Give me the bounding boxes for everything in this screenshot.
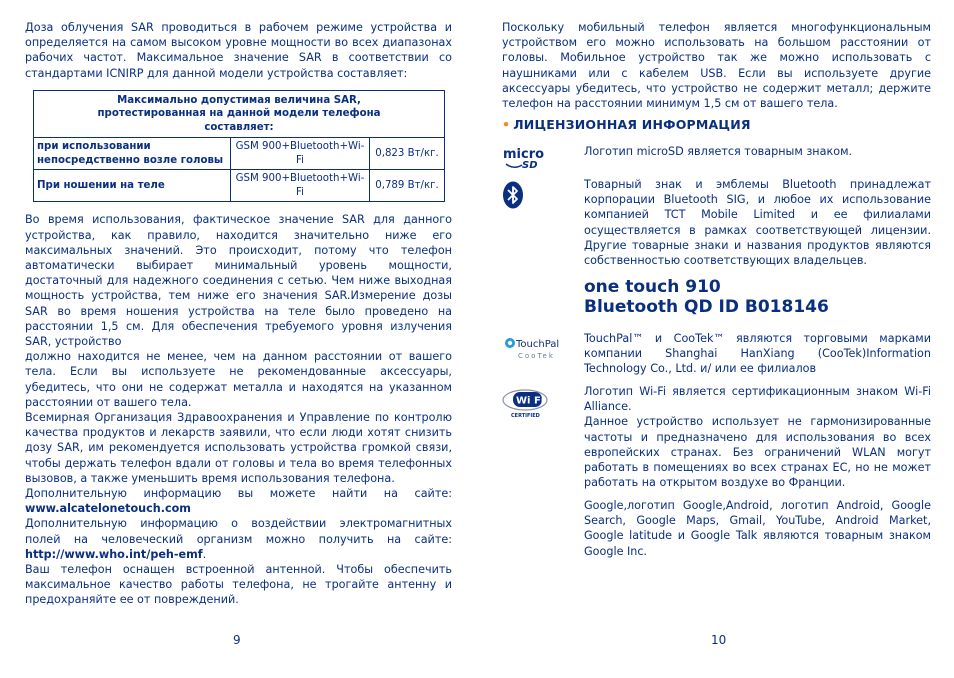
page-number-left: 9 — [233, 633, 241, 647]
microsd-logo-graphic — [502, 146, 544, 170]
microsd-text: Логотип microSD является товарным знаком. — [584, 145, 853, 158]
right-page — [477, 0, 954, 678]
emf-text: Дополнительную информацию о воздействии электромагнитных полей на человеческий организм можно получить на сайте: — [25, 517, 452, 546]
sar-row-label: При ношении на теле — [34, 170, 231, 202]
microsd-logo-icon — [502, 146, 544, 174]
sar-row-value: 0,789 Вт/кг. — [370, 170, 445, 202]
alcatel-link[interactable]: www.alcatelonetouch.com — [25, 502, 191, 516]
product-title — [584, 278, 829, 317]
touchpal-logo-icon — [504, 336, 572, 366]
touchpal-logo-sub: CooTek — [518, 352, 555, 360]
multifunction-paragraph: Поскольку мобильный телефон является многофункциональным устройством его можно использовать на большом расстоянии от головы. Мобильное устройство так же можно использовать с наушниками или с кабелем USB. Если вы используете другие аксессуары убедитесь, что устройство не содержит металл; держите телефон на расстоянии минимум 1,5 см от вашего тела. — [502, 21, 931, 111]
emf-end: . — [202, 547, 207, 561]
microsd-logo-line1: micro — [503, 147, 544, 162]
microsd-logo-line2: SD — [522, 160, 538, 170]
more-info-paragraph — [25, 486, 452, 516]
table-row — [34, 138, 445, 170]
sar-row-value: 0,823 Вт/кг. — [370, 138, 445, 170]
sar-usage-paragraph: Во время использования, фактическое значение SAR для данного устройства, как правило, находится значительно ниже его максимальных значений. Это происходит, потому что телефон автоматически выбирает минимальный уровень мощности, достаточный для надежного соединения с сетью. Чем ниже выходная мощность устройства, тем ниже его значения SAR.Измерение дозы SAR во время ношения устройства на теле было проведено на расстоянии 1,5 см. Для обеспечения требуемого уровня излучения SAR, устройство — [25, 213, 452, 348]
bluetooth-logo-icon — [502, 181, 524, 213]
emf-paragraph — [25, 516, 452, 562]
more-info-text: Дополнительную информацию вы можете найти на сайте: — [25, 486, 452, 500]
product-title-line2: Bluetooth QD ID B018146 — [584, 296, 829, 317]
touchpal-logo-graphic — [504, 336, 572, 362]
wifi-logo-graphic — [502, 389, 548, 419]
wifi-text — [584, 384, 931, 490]
wifi-text-2: Данное устройство использует не гармонизированные частоты и предназначено для использования во всех европейских странах. Без ограничений WLAN могут работать в помещениях во всех странах ЕС, но не может работать на открытом воздухе во Франции. — [584, 415, 931, 490]
antenna-paragraph: Ваш телефон оснащен встроенной антенной. Чтобы обеспечить максимальное качество работы телефона, не трогайте антенну и предохраняйте ее от повреждений. — [25, 562, 452, 607]
distance-paragraph: должно находится не менее, чем на данном расстоянии от вашего тела. Если вы используете не рекомендованные аксессуары, убедитесь, что они не содержат металла и находятся на указанном расстоянии от вашего тела. — [25, 350, 452, 409]
sar-row-network: GSM 900+Bluetooth+Wi-Fi — [231, 170, 370, 202]
page-number-right: 10 — [711, 633, 727, 647]
license-section-title: ЛИЦЕНЗИОННАЯ ИНФОРМАЦИЯ — [513, 117, 751, 132]
who-paragraph: Всемирная Организация Здравоохранения и Управление по контролю качества продуктов и лекарств заявили, что если люди хотят снизить дозу SAR, им рекомендуется использовать устройства громкой связи, чтобы держать телефон вдали от головы и тела во время телефонных вызовов, а также уменьшить время использования телефона. — [25, 410, 452, 485]
left-column — [25, 20, 452, 608]
touchpal-text: TouchPal™ и CooTek™ являются торговыми марками компании Shanghai HanXiang (CooTek)Information Technology Co., Ltd. и/ или ее филиалов — [584, 332, 931, 376]
sar-row-network: GSM 900+Bluetooth+Wi-Fi — [231, 138, 370, 170]
bullet-icon: • — [502, 117, 511, 132]
bluetooth-text: Товарный знак и эмблемы Bluetooth принадлежат корпорации Bluetooth SIG, и любое их использование компанией TCT Mobile Limited и ее филиалами осуществляется в рамках соответствующей лицензии. Другие товарные знаки и названия продуктов являются собственностью соответствующих владельцев. — [584, 178, 931, 268]
wifi-certified-logo-icon — [502, 389, 548, 423]
wifi-logo-text: Wi Fi — [516, 395, 545, 407]
table-row — [34, 170, 445, 202]
sar-table — [33, 90, 445, 203]
sar-intro-paragraph: Доза облучения SAR проводиться в рабочем режиме устройства и определяется на самом высоком уровне мощности во всех диапазонах рабочих частот. Максимальное значение SAR в соответствии со стандартами ICNIRP для данной модели устройства составляет: — [25, 21, 452, 80]
license-section-heading — [502, 117, 751, 132]
sar-row-label: при использовании непосредственно возле головы — [34, 138, 231, 170]
sar-table-header: Максимально допустимая величина SAR, протестированная на данной модели телефона составляет: — [34, 90, 445, 138]
who-link[interactable]: http://www.who.int/peh-emf — [25, 547, 203, 561]
wifi-logo-certified: CERTIFIED — [511, 413, 540, 419]
touchpal-logo-name: TouchPal — [516, 339, 560, 350]
google-trademark-text: Google,логотип Google,Android, логотип Android, Google Search, Google Maps, Gmail, YouTube, Android Market, Google latitude и Google Talk являются товарным знаком Google Inc. — [584, 499, 931, 558]
product-title-line1: one touch 910 — [584, 277, 721, 297]
wifi-text-1: Логотип Wi-Fi является сертификационным знаком Wi-Fi Alliance. — [584, 385, 931, 414]
